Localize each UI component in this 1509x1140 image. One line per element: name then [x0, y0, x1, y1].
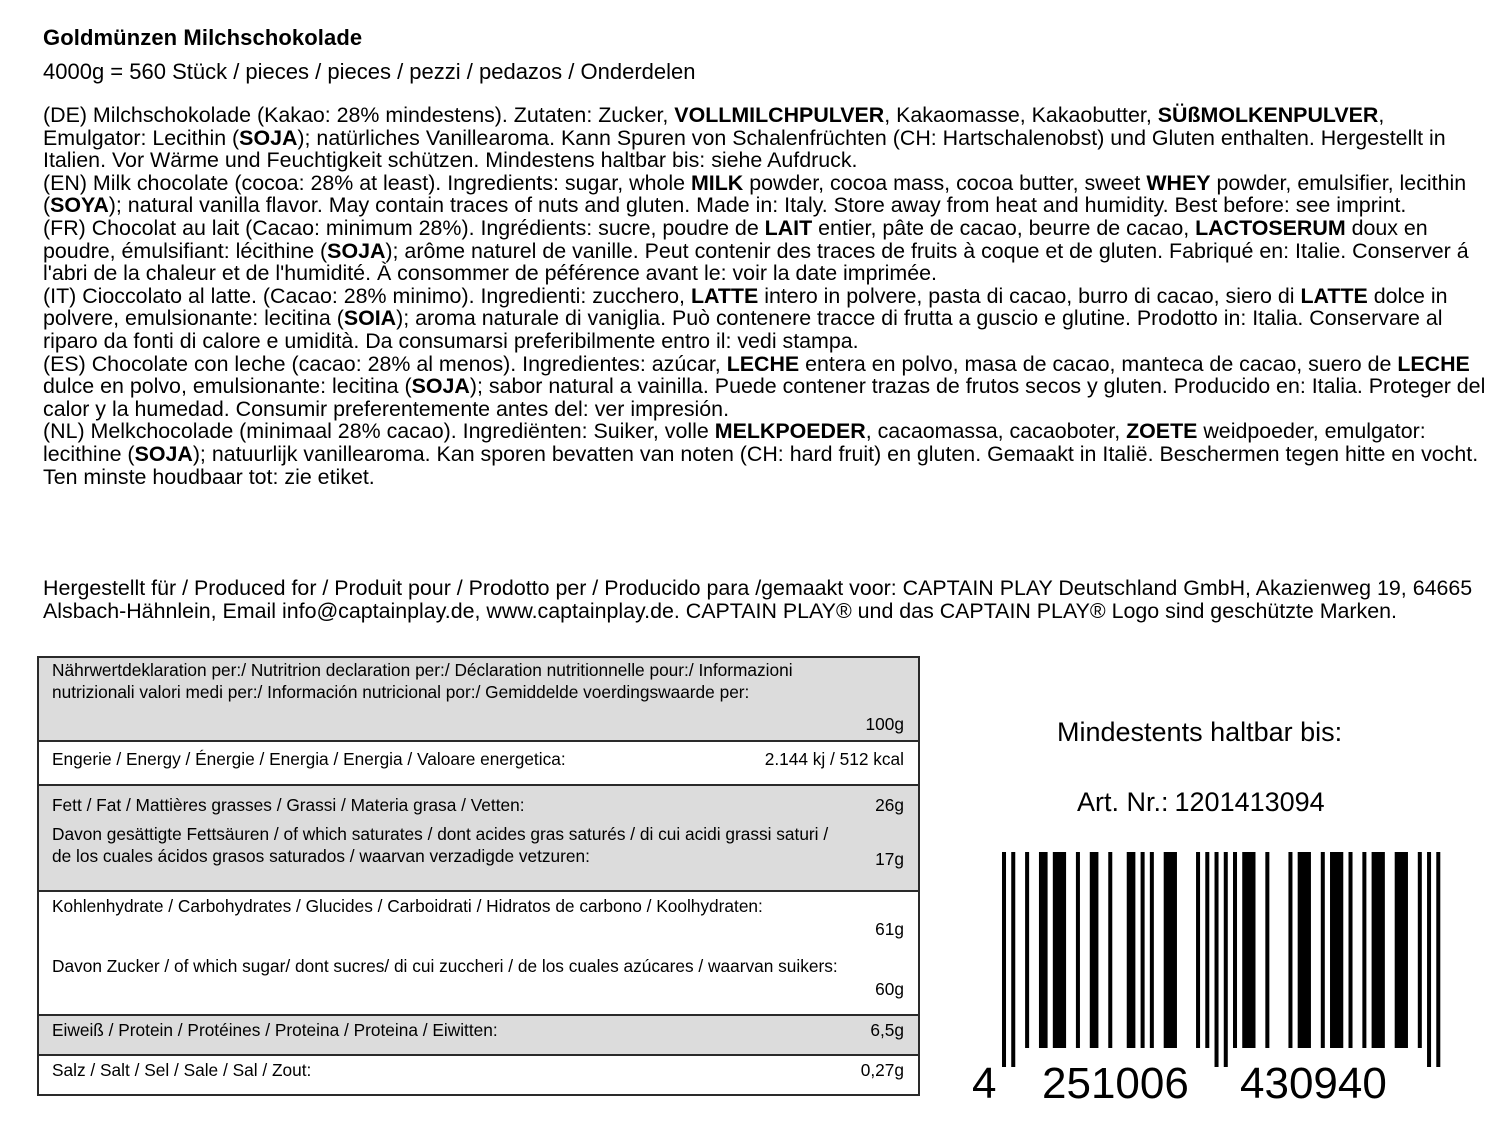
barcode-bar [1076, 852, 1080, 1048]
fat-label: Fett / Fat / Mattières grasses / Grassi / Materia grasa / Vetten: [52, 795, 525, 815]
ingredients-es [43, 353, 1493, 421]
barcode-bar [1321, 852, 1325, 1048]
allergen-text: MILK [690, 170, 744, 195]
ingredient-text: ); natuurlijk vanillearoma. Kan sporen bevatten van noten (CH: hard fruit) en gluten. Gemaakt in Italië. Beschermen tegen hitte en vocht. Ten minste houdbaar tot: zie etiket. [43, 441, 1479, 489]
allergen-text: SOJA [239, 125, 298, 150]
ingredients-de [43, 104, 1493, 172]
ingredients-block [43, 104, 1493, 488]
barcode-bar [1039, 852, 1048, 1048]
barcode-bar [1233, 852, 1237, 1048]
carbs-value: 61g [875, 918, 904, 939]
ingredient-text: intero in polvere, pasta di cacao, burro di cacao, siero di [758, 283, 1301, 308]
nutrition-header-label: Nährwertdeklaration per:/ Nutritrion declaration per:/ Déclaration nutritionnelle pour:/ Informazioni nutrizionali valori medi per:/ Información nutricional por:/ Gemiddelde voerdingswaarde per: [52, 660, 793, 702]
ingredient-text: ); sabor natural a vainilla. Puede contener trazas de frutos secos y gluten. Producido en: Italia. Proteger del calor y la humedad. Consumir preferentemente antes del: ver impresión. [43, 374, 1486, 421]
allergen-text: SOYA [50, 193, 109, 218]
protein-label: Eiweiß / Protein / Protéines / Proteina / Proteina / Eiwitten: [52, 1020, 498, 1040]
barcode-digit-first: 4 [972, 1059, 997, 1108]
barcode-bar [1330, 852, 1343, 1048]
energy-row [38, 741, 919, 785]
ingredient-text: (DE) Milchschokolade (Kakao: 28% mindestens). Zutaten: Zucker, [43, 103, 675, 127]
salt-row [38, 1055, 919, 1095]
barcode-bar [1127, 852, 1136, 1048]
sugar-value: 60g [875, 978, 904, 999]
barcode-bar [1108, 852, 1112, 1048]
allergen-text: MELKPOEDER [714, 419, 866, 444]
nutrition-header-row [38, 657, 919, 741]
ingredient-text: , cacaomassa, cacaoboter, [865, 419, 1127, 444]
barcode-bar [1224, 852, 1228, 1067]
salt-value: 0,27g [860, 1060, 904, 1080]
salt-label: Salz / Salt / Sel / Sale / Sal / Zout: [52, 1060, 312, 1080]
ingredient-text: (IT) Cioccolato al latte. (Cacao: 28% minimo). Ingredienti: zucchero, [43, 283, 691, 308]
article-number [1077, 787, 1325, 818]
energy-label: Engerie / Energy / Énergie / Energia / Energia / Valoare energetica: [52, 749, 566, 769]
barcode-bar [1150, 852, 1154, 1048]
barcode-bar [1418, 852, 1422, 1048]
ingredient-text: weidpoeder, emulgator: lecithine ( [43, 419, 1426, 466]
barcode-bar [1298, 852, 1311, 1048]
barcode-bar [1265, 852, 1269, 1048]
best-before-label: Mindestents haltbar bis: [1057, 717, 1343, 747]
barcode-bars [1002, 852, 1440, 1067]
ingredient-text: powder, cocoa mass, cocoa butter, sweet [743, 170, 1147, 195]
product-title: Goldmünzen Milchschokolade [43, 25, 363, 50]
ingredient-text: ); natürliches Vanillearoma. Kann Spuren von Schalenfrüchten (CH: Hartschalenobst) und Gluten enthalten. Hergestellt in Italien. Vor Wärme und Feuchtigkeit schützen. Mindestens haltbar bis: siehe Aufdruck. [43, 125, 1446, 173]
barcode-bar [1427, 852, 1431, 1067]
ingredient-text: ); aroma naturale di vaniglia. Può contenere tracce di frutta a guscio e glutine. Prodotto in: Italia. Conservare al riparo da fonti di calore e umidità. Da consumarsi preferibilmente entro il: vedi stampa. [43, 306, 1443, 353]
ingredient-text: ); arôme naturel de vanille. Peut contenir des traces de fruits à coque et de gluten. Fabriqué en: Italie. Conserver á l'abri de la chaleur et de l'humidité. À consommer de péférence avant le: voir la date imprimée. [43, 238, 1469, 286]
ingredient-text: powder, emulsifier, lecithin ( [43, 170, 1467, 218]
ingredient-text: ); natural vanilla flavor. May contain traces of nuts and gluten. Made in: Italy. Store away from heat and humidity. Best before: see imprint. [108, 193, 1407, 218]
ingredient-text: doux en poudre, émulsifiant: lécithine ( [43, 215, 1428, 263]
barcode-bar [1215, 852, 1219, 1067]
barcode-bar [1164, 852, 1177, 1048]
ingredients-nl [43, 420, 1493, 488]
barcode-bar [1395, 852, 1408, 1048]
article-number-value: 1201413094 [1174, 787, 1325, 817]
quantity-line: 4000g = 560 Stück / pieces / pieces / pezzi / pedazos / Onderdelen [43, 59, 696, 84]
barcode-bar [1002, 852, 1006, 1067]
ingredient-text: entier, pâte de cacao, beurre de cacao, [812, 215, 1196, 240]
allergen-text: VOLLMILCHPULVER [674, 103, 885, 127]
ingredients-fr [43, 217, 1493, 285]
allergen-text: LAIT [764, 215, 813, 240]
ingredient-text: dolce in polvere, emulsionante: lecitina ( [43, 283, 1448, 331]
barcode-bar [1025, 852, 1029, 1048]
allergen-text: SOJA [327, 238, 386, 263]
ingredient-text: (ES) Chocolate con leche (cacao: 28% al menos). Ingredientes: azúcar, [43, 351, 727, 376]
barcode-digits-right: 430940 [1240, 1059, 1387, 1108]
ingredient-text: entera en polvo, masa de cacao, manteca de cacao, suero de [799, 351, 1398, 376]
barcode-bar [1288, 852, 1292, 1048]
barcode-bar [1011, 852, 1015, 1067]
producer-info: Hergestellt für / Produced for / Produit pour / Prodotto per / Producido para /gemaakt voor: CAPTAIN PLAY Deutschland GmbH, Akazienweg 19, 64665 Alsbach-Hähnlein, Email info@captainplay.de, www.captainplay.de. CAPTAIN PLAY® und das CAPTAIN PLAY® Logo sind geschützte Marken. [43, 576, 1473, 623]
carbs-label: Kohlenhydrate / Carbohydrates / Glucides / Carboidrati / Hidratos de carbono / Koolhydraten: [52, 896, 763, 916]
barcode-bar [1372, 852, 1385, 1048]
barcode-bar [1362, 852, 1366, 1048]
ingredients-it [43, 285, 1493, 353]
allergen-text: SOJA [411, 374, 470, 399]
allergen-text: LACTOSERUM [1195, 215, 1346, 240]
barcode-bar [1205, 852, 1209, 1048]
fat-row [38, 785, 919, 891]
nutrition-table [37, 656, 920, 1096]
barcode-bar [1349, 852, 1353, 1048]
saturates-label: Davon gesättigte Fettsäuren / of which saturates / dont acides gras saturés / di cui acidi grassi saturi / de los cuales ácidos grasos saturados / waarvan verzadigde vetzuren: [52, 824, 829, 866]
ingredient-text: (NL) Melkchocolade (minimaal 28% cacao). Ingrediënten: Suiker, volle [43, 419, 715, 444]
barcode-bar [1090, 852, 1099, 1048]
barcode-digits-left: 251006 [1042, 1059, 1189, 1108]
protein-row [38, 1015, 919, 1055]
article-number-label: Art. Nr.: [1077, 787, 1169, 817]
ingredient-text: , Kakaomasse, Kakaobutter, [884, 103, 1158, 127]
allergen-text: SÜßMOLKENPULVER [1157, 103, 1379, 127]
allergen-text: LATTE [1300, 283, 1368, 308]
allergen-text: LECHE [726, 351, 800, 376]
allergen-text: SOJA [134, 441, 193, 466]
allergen-text: ZOETE [1126, 419, 1198, 444]
barcode [972, 852, 1447, 1108]
nutrition-header-value: 100g [865, 713, 904, 734]
barcode-bar [1196, 852, 1200, 1048]
sugar-label: Davon Zucker / of which sugar/ dont sucres/ di cui zuccheri / de los cuales azúcares / waarvan suikers: [52, 956, 838, 976]
allergen-text: SOIA [343, 306, 397, 331]
barcode-bar [1053, 852, 1066, 1048]
ingredient-text: , Emulgator: Lecithin ( [43, 103, 1385, 150]
saturates-value: 17g [875, 848, 904, 869]
energy-value: 2.144 kj / 512 kcal [764, 749, 904, 769]
ingredient-text: (EN) Milk chocolate (cocoa: 28% at least). Ingredients: sugar, whole [43, 170, 691, 195]
allergen-text: WHEY [1146, 170, 1211, 195]
barcode-bar [1242, 852, 1255, 1048]
barcode-bar [1436, 852, 1440, 1067]
allergen-text: LATTE [690, 283, 759, 308]
barcode-bar [1141, 852, 1145, 1048]
ingredients-en [43, 172, 1493, 217]
ingredient-text: (FR) Chocolat au lait (Cacao: minimum 28%). Ingrédients: sucre, poudre de [43, 215, 765, 240]
allergen-text: LECHE [1397, 351, 1470, 376]
protein-value: 6,5g [870, 1020, 904, 1040]
carbs-row [38, 891, 919, 1015]
fat-value: 26g [875, 795, 904, 815]
ingredient-text: dulce en polvo, emulsionante: lecitina ( [43, 374, 412, 399]
